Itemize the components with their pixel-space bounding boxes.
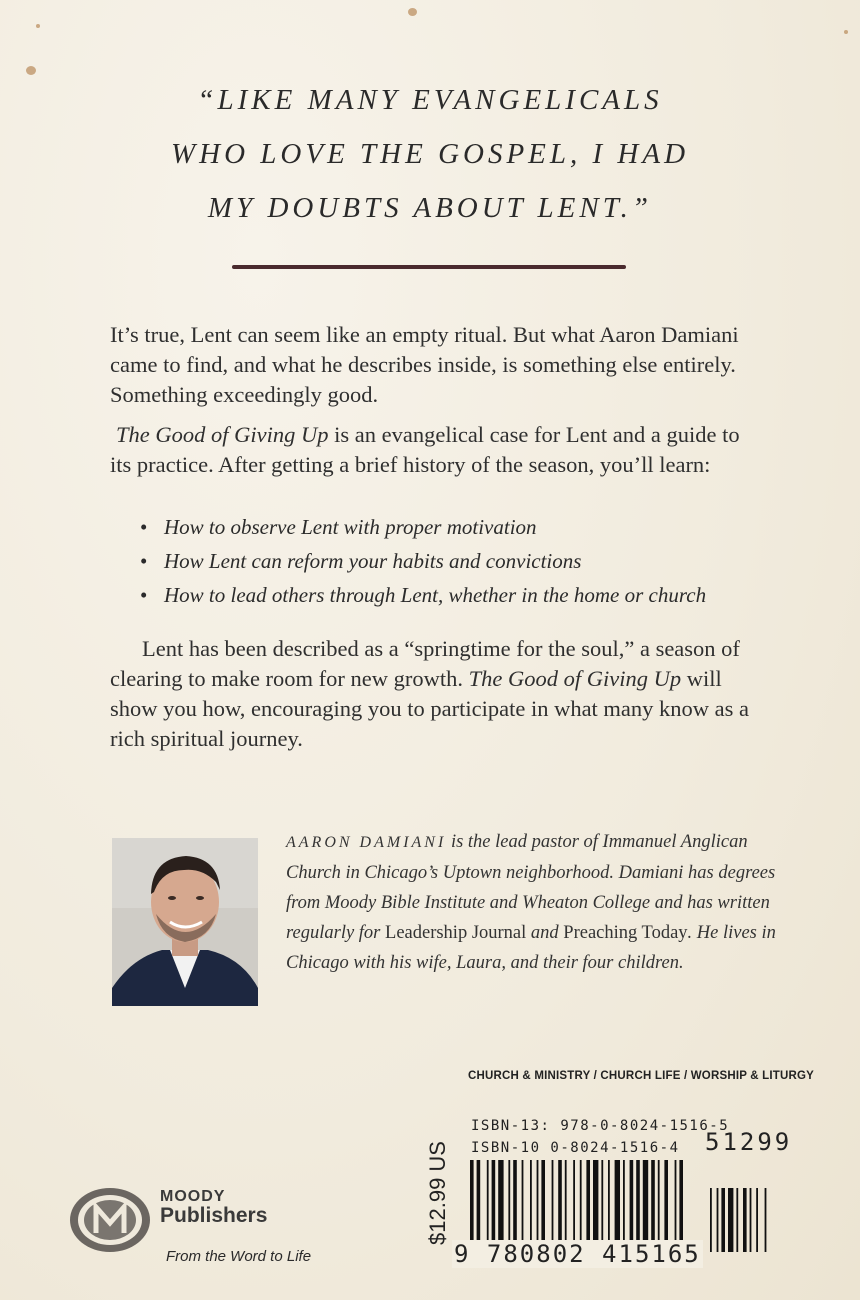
author-bio <box>286 827 786 978</box>
closing-text-b: will show you how, encouraging you to participate in what many know as a rich spiritual journey. <box>110 666 750 751</box>
pull-quote-line-3: MY DOUBTS ABOUT LENT.” <box>207 192 653 224</box>
list-item: • How to lead others through Lent, whether in the home or church <box>140 578 706 612</box>
pull-quote-line-1: “LIKE MANY EVANGELICALS <box>197 84 663 116</box>
bio-text-3: . He lives in Chicago with his wife, Laura, and their four children. <box>286 923 776 973</box>
stain <box>26 66 36 75</box>
book-title: The Good of Giving Up <box>468 666 682 691</box>
barcode-digits: 9 780802 415165 <box>454 1240 701 1268</box>
isbn-10: ISBN-10 0-8024-1516-4 <box>471 1140 680 1156</box>
intro-text-1: It’s true, Lent can seem like an empty ritual. But what Aaron Damiani came to find, and what he describes inside, is something else entirely. Something exceedingly good. <box>110 322 739 407</box>
list-item: • How to observe Lent with proper motivation <box>140 510 706 544</box>
moody-logo-icon <box>66 1185 154 1255</box>
bio-text-1: is the lead pastor of Immanuel Anglican Church in Chicago’s Uptown neighborhood. Damiani has degrees from Moody Bible Institute and Wheaton College and has written regularly for <box>286 832 776 943</box>
stain <box>36 24 40 28</box>
closing-paragraph <box>110 634 760 754</box>
intro-text-2 <box>110 420 760 480</box>
list-item: • How Lent can reform your habits and convictions <box>140 544 706 578</box>
publisher-line-2: Publishers <box>160 1204 268 1227</box>
price-label: $12.99 US <box>425 1141 450 1245</box>
barcode-addon-digits: 51299 <box>705 1128 793 1156</box>
publisher-tagline: From the Word to Life <box>166 1248 312 1265</box>
bio-text-2: and <box>526 923 564 943</box>
closing-text-a: Lent has been described as a “springtime for the soul,” a season of clearing to make room for new growth. <box>110 636 740 691</box>
publisher-line-1: MOODY <box>160 1188 226 1205</box>
closing-text <box>110 634 760 754</box>
divider-rule <box>232 265 626 269</box>
learning-list <box>140 510 706 612</box>
book-title: The Good of Giving Up <box>116 422 329 447</box>
isbn-13: ISBN-13: 978-0-8024-1516-5 <box>471 1118 730 1134</box>
intro-text-2-rest: is an evangelical case for Lent and a guide to its practice. After getting a brief history of the season, you’ll learn: <box>110 422 740 477</box>
pull-quote-line-2: WHO LOVE THE GOSPEL, I HAD <box>170 138 690 170</box>
author-photo <box>112 838 258 1006</box>
author-name: AARON DAMIANI <box>286 834 447 851</box>
intro-paragraph <box>110 320 760 480</box>
stain <box>408 8 417 16</box>
publication-1: Leadership Journal <box>385 923 527 943</box>
stain <box>844 30 848 34</box>
publication-2: Preaching Today <box>563 923 688 943</box>
category-line: CHURCH & MINISTRY / CHURCH LIFE / WORSHIP & LITURGY <box>468 1070 815 1082</box>
publisher-name <box>160 1188 267 1228</box>
